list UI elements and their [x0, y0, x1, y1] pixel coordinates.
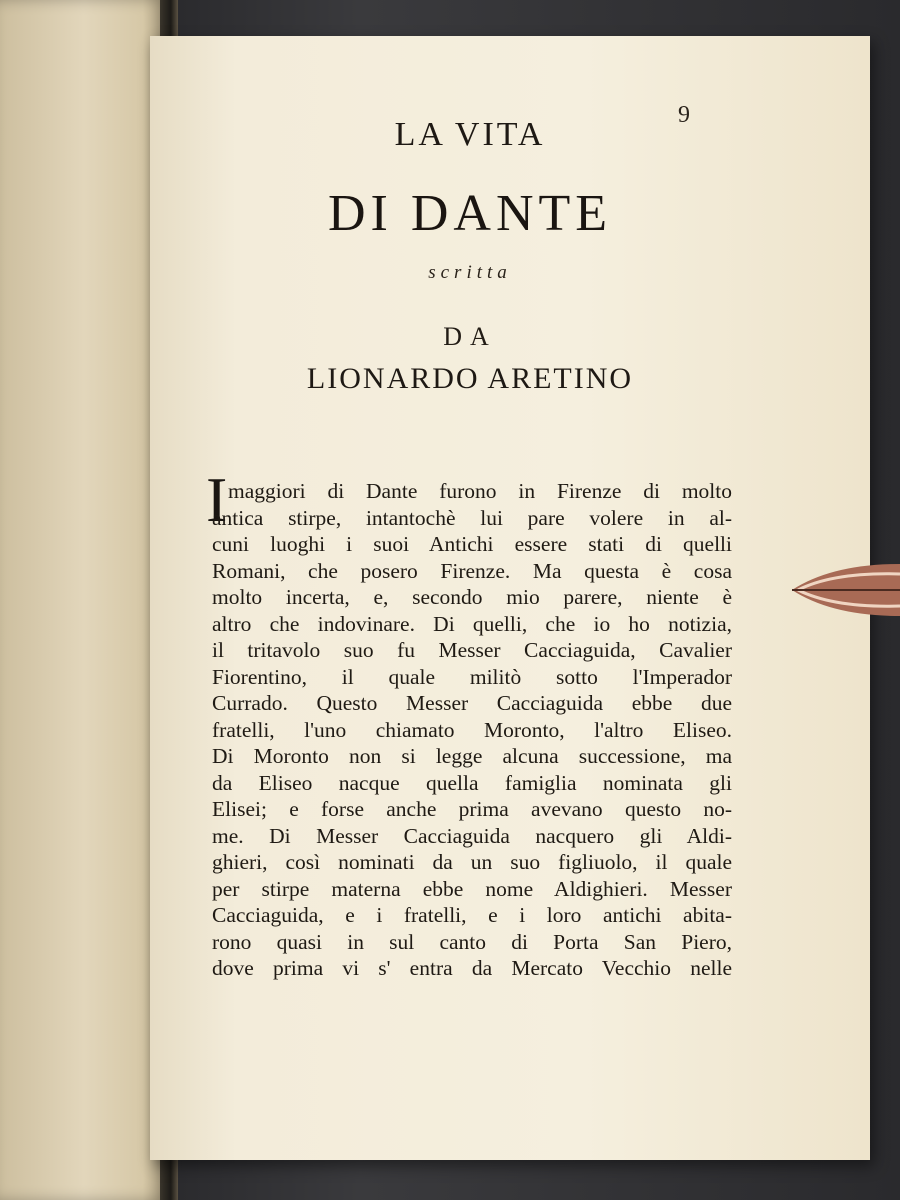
- body-text: [212, 478, 732, 982]
- text-line: Di Moronto non si legge alcuna successione, ma: [212, 744, 732, 768]
- text-line: per stirpe materna ebbe nome Aldighieri. Messer: [212, 876, 732, 901]
- subtitle: scritta: [428, 262, 512, 283]
- text-line: cuni luoghi i suoi Antichi essere stati di quelli: [212, 532, 732, 556]
- text-line: Cacciaguida, e i fratelli, e i loro antichi abita-: [212, 903, 732, 927]
- text-line: Romani, che posero Firenze. Ma questa è cosa: [212, 558, 732, 583]
- text-line: fratelli, l'uno chiamato Moronto, l'altro Eliseo.: [212, 717, 732, 742]
- drop-cap: I: [206, 464, 228, 535]
- bookmark-icon: [792, 560, 900, 620]
- text-line: maggiori di Dante furono in Firenze di molto: [228, 479, 732, 503]
- author-name: LIONARDO ARETINO: [306, 362, 634, 395]
- book-page: [150, 36, 870, 1160]
- title-line-1: LA VITA: [394, 116, 546, 153]
- text-line: ghieri, così nominati da un suo figliuolo, il quale: [212, 850, 732, 874]
- text-line: antica stirpe, intantochè lui pare volere in al-: [212, 505, 732, 530]
- text-line: molto incerta, e, secondo mio parere, niente è: [212, 585, 732, 609]
- by-line: DA: [443, 322, 497, 351]
- text-line: da Eliseo nacque quella famiglia nominata gli: [212, 770, 732, 795]
- text-line: Fiorentino, il quale militò sotto l'Imperador: [212, 664, 732, 689]
- text-line: rono quasi in sul canto di Porta San Piero,: [212, 929, 732, 954]
- title-line-2: DI DANTE: [327, 185, 613, 242]
- text-line: Currado. Questo Messer Cacciaguida ebbe due: [212, 691, 732, 715]
- facing-page: [0, 0, 168, 1200]
- text-line: dove prima vi s' entra da Mercato Vecchio nelle: [212, 956, 732, 980]
- text-line: altro che indovinare. Di quelli, che io ho notizia,: [212, 611, 732, 636]
- page-number: 9: [678, 102, 690, 128]
- text-line: me. Di Messer Cacciaguida nacquero gli Aldi-: [212, 823, 732, 848]
- text-line: il tritavolo suo fu Messer Cacciaguida, Cavalier: [212, 638, 732, 662]
- text-line: Elisei; e forse anche prima avevano questo no-: [212, 797, 732, 821]
